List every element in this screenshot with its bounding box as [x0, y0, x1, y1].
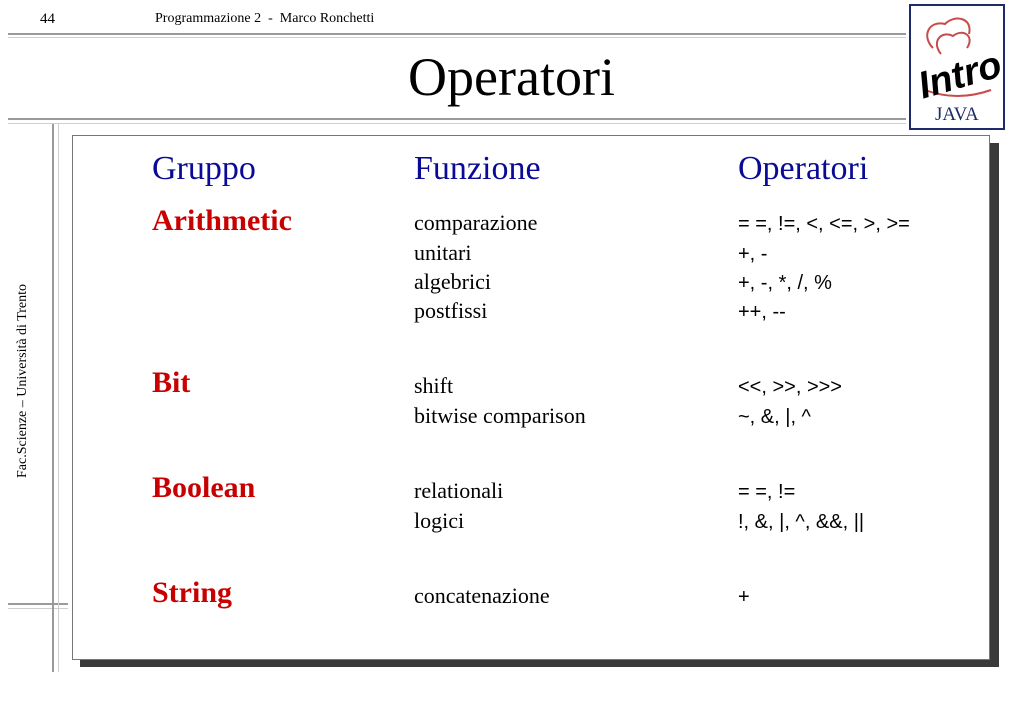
intro-java-logo	[909, 4, 1005, 130]
column-header-operators: Operatori	[738, 150, 869, 187]
group-label: Bit	[152, 366, 191, 399]
side-rule-thin	[8, 608, 68, 609]
margin-rule	[52, 124, 54, 672]
function-cell: relationali	[414, 478, 504, 503]
operators-cell: = =, !=, <, <=, >, >=	[738, 213, 910, 235]
function-cell: logici	[414, 508, 465, 533]
function-cell: postfissi	[414, 298, 488, 323]
operators-cell: +, -	[738, 243, 768, 265]
operators-cell: ~, &, |, ^	[738, 406, 811, 428]
operators-cell: +, -, *, /, %	[738, 272, 832, 294]
operators-cell: !, &, |, ^, &&, ||	[738, 511, 865, 533]
column-header-function: Funzione	[414, 150, 541, 187]
operators-cell: <<, >>, >>>	[738, 376, 842, 398]
side-text: Fac.Scienze – Università di Trento	[15, 283, 30, 478]
page-number: 44	[40, 11, 55, 27]
margin-rule-thin	[58, 124, 59, 672]
page-title: Operatori	[408, 47, 615, 107]
header-rule	[8, 33, 906, 35]
function-cell: unitari	[414, 240, 472, 265]
logo-intro-text: Intro	[913, 43, 1003, 108]
group-label: Arithmetic	[152, 204, 292, 237]
course-header: Programmazione 2 - Marco Ronchetti	[155, 11, 375, 26]
operators-cell: +	[738, 586, 750, 608]
coffee-cup-icon	[911, 6, 1003, 128]
group-label: Boolean	[152, 471, 256, 504]
header-rule-thin	[8, 37, 906, 38]
title-rule-thin	[8, 123, 906, 124]
function-cell: bitwise comparison	[414, 403, 586, 428]
operators-cell: = =, !=	[738, 481, 796, 503]
logo-java-text: JAVA	[935, 104, 979, 125]
group-label: String	[152, 576, 233, 609]
title-rule	[8, 118, 906, 120]
column-header-group: Gruppo	[152, 150, 256, 187]
function-cell: shift	[414, 373, 454, 398]
function-cell: concatenazione	[414, 583, 550, 608]
function-cell: algebrici	[414, 269, 491, 294]
side-rule	[8, 603, 68, 605]
operators-cell: ++, --	[738, 301, 786, 323]
function-cell: comparazione	[414, 210, 538, 235]
